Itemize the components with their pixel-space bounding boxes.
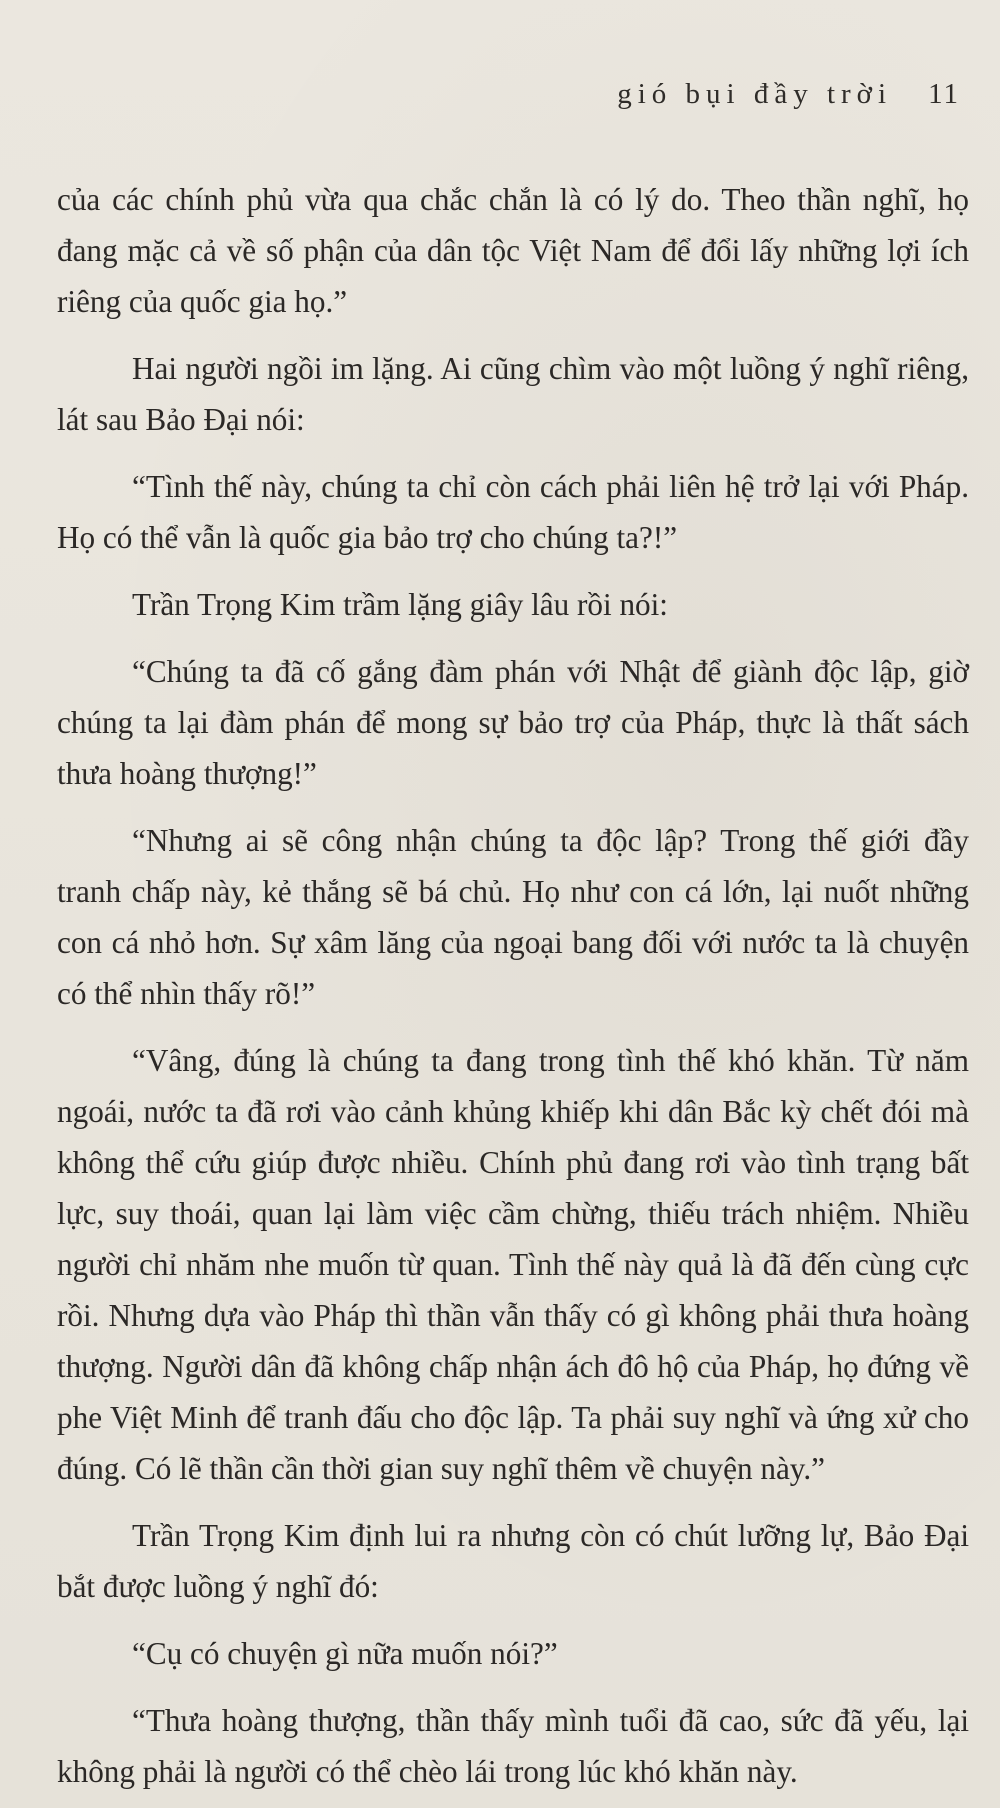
body-text — [57, 174, 969, 1797]
paragraph: Trần Trọng Kim định lui ra nhưng còn có chút lưỡng lự, Bảo Đại bắt được luồng ý nghĩ đó: — [57, 1518, 969, 1604]
paragraph: “Cụ có chuyện gì nữa muốn nói?” — [132, 1636, 558, 1671]
paragraph: “Chúng ta đã cố gắng đàm phán với Nhật để giành độc lập, giờ chúng ta lại đàm phán để mong sự bảo trợ của Pháp, thực là thất sách thưa hoàng thượng!” — [57, 654, 969, 791]
paragraph: “Thưa hoàng thượng, thần thấy mình tuổi đã cao, sức đã yếu, lại không phải là người có thể chèo lái trong lúc khó khăn này. — [57, 1703, 969, 1789]
paragraph: Hai người ngồi im lặng. Ai cũng chìm vào một luồng ý nghĩ riêng, lát sau Bảo Đại nói: — [57, 351, 969, 437]
running-head — [617, 78, 960, 111]
book-title: gió bụi đầy trời — [617, 78, 893, 110]
paragraph: “Nhưng ai sẽ công nhận chúng ta độc lập? Trong thế giới đầy tranh chấp này, kẻ thắng sẽ bá chủ. Họ như con cá lớn, lại nuốt những con cá nhỏ hơn. Sự xâm lăng của ngoại bang đối với nước ta là chuyện có thể nhìn thấy rõ!” — [57, 823, 969, 1011]
paragraph: của các chính phủ vừa qua chắc chắn là có lý do. Theo thần nghĩ, họ đang mặc cả về số phận của dân tộc Việt Nam để đổi lấy những lợi ích riêng của quốc gia họ.” — [57, 182, 969, 319]
paragraph: Trần Trọng Kim trầm lặng giây lâu rồi nói: — [132, 587, 668, 622]
paragraph: “Tình thế này, chúng ta chỉ còn cách phải liên hệ trở lại với Pháp. Họ có thể vẫn là quốc gia bảo trợ cho chúng ta?!” — [57, 469, 969, 555]
page-number: 11 — [928, 78, 960, 110]
paragraph: “Vâng, đúng là chúng ta đang trong tình thế khó khăn. Từ năm ngoái, nước ta đã rơi vào cảnh khủng khiếp khi dân Bắc kỳ chết đói mà không thể cứu giúp được nhiều. Chính phủ đang rơi vào tình trạng bất lực, suy thoái, quan lại làm việc cầm chừng, thiếu trách nhiệm. Nhiều người chỉ nhăm nhe muốn từ quan. Tình thế này quả là đã đến cùng cực rồi. Nhưng dựa vào Pháp thì thần vẫn thấy có gì không phải thưa hoàng thượng. Người dân đã không chấp nhận ách đô hộ của Pháp, họ đứng về phe Việt Minh để tranh đấu cho độc lập. Ta phải suy nghĩ và ứng xử cho đúng. Có lẽ thần cần thời gian suy nghĩ thêm về chuyện này.” — [57, 1043, 969, 1486]
